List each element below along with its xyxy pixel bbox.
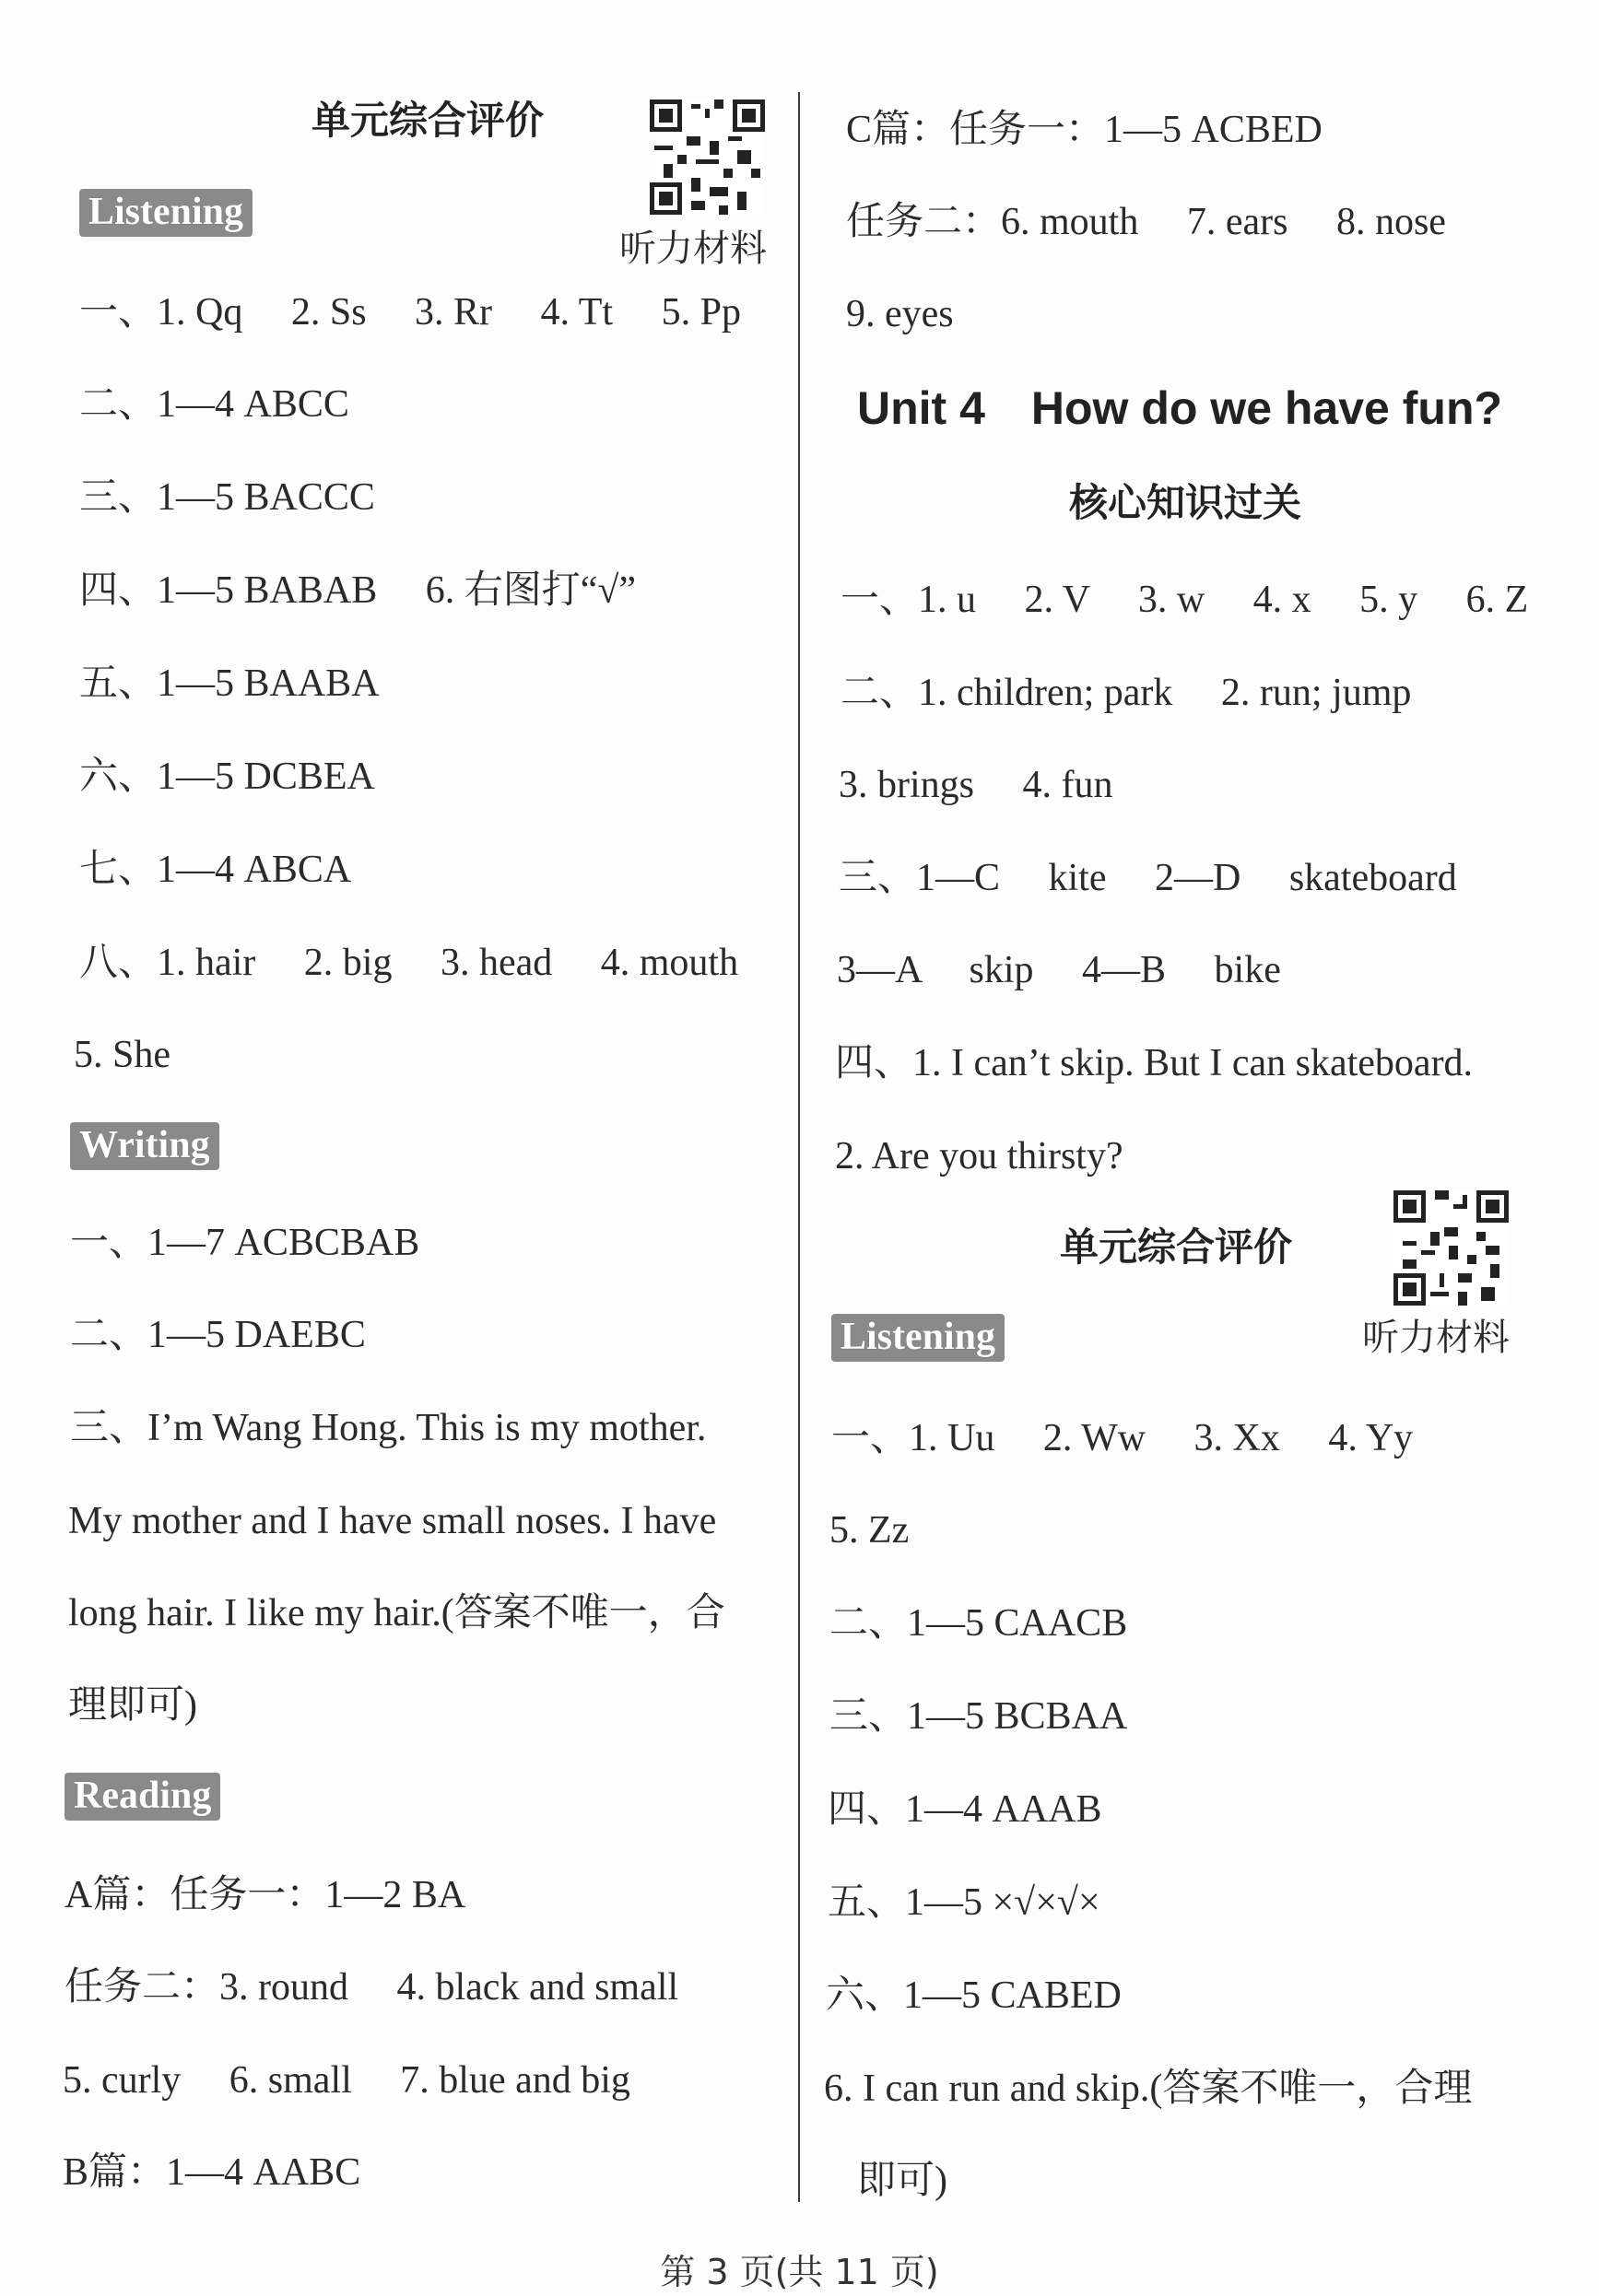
reading-line-1: A篇：任务一：1—2 BA <box>65 1874 466 1916</box>
left-section-title: 单元综合评价 <box>312 98 545 143</box>
listening-line-8: 八、1. hair 2. big 3. head 4. mouth <box>79 942 739 984</box>
right-listening-line-1: 一、1. Uu 2. Ww 3. Xx 4. Yy <box>831 1417 1414 1459</box>
listening-line-9: 5. She <box>74 1034 170 1076</box>
writing-line-5: long hair. I like my hair.(答案不唯一，合 <box>68 1592 725 1634</box>
core-line-3: 3. brings 4. fun <box>839 764 1113 806</box>
core-line-7: 2. Are you thirsty? <box>835 1135 1123 1177</box>
right-listening-line-3: 二、1—5 CAACB <box>829 1602 1128 1645</box>
listening-line-4: 四、1—5 BABAB 6. 右图打“√” <box>79 569 637 612</box>
core-line-5: 3—A skip 4—B bike <box>837 949 1281 991</box>
core-line-1: 一、1. u 2. V 3. w 4. x 5. y 6. Z <box>841 579 1529 621</box>
reading-line-2: 任务二：3. round 4. black and small <box>65 1966 679 2009</box>
core-line-2: 二、1. children; park 2. run; jump <box>841 672 1412 714</box>
right-listening-line-6: 五、1—5 ×√×√× <box>828 1881 1100 1924</box>
right-top-line-1: C篇：任务一：1—5 ACBED <box>846 109 1323 151</box>
reading-tag: Reading <box>65 1773 220 1821</box>
writing-tag: Writing <box>70 1122 219 1170</box>
audio-material-label: 听力材料 <box>619 228 767 270</box>
listening-line-2: 二、1—4 ABCC <box>79 383 349 426</box>
listening-line-1: 一、1. Qq 2. Ss 3. Rr 4. Tt 5. Pp <box>79 291 741 334</box>
unit-title: Unit 4 How do we have fun? <box>857 382 1503 434</box>
listening-tag: Listening <box>79 189 253 237</box>
right-listening-line-4: 三、1—5 BCBAA <box>829 1695 1128 1738</box>
writing-line-4: My mother and I have small noses. I have <box>68 1500 717 1542</box>
right-top-line-2: 任务二：6. mouth 7. ears 8. nose <box>846 201 1446 243</box>
core-line-6: 四、1. I can’t skip. But I can skateboard. <box>835 1042 1474 1084</box>
reading-line-4: B篇：1—4 AABC <box>63 2151 361 2194</box>
right-section-title: 单元综合评价 <box>1060 1224 1293 1270</box>
right-listening-line-9: 即可) <box>857 2160 947 2202</box>
listening-line-3: 三、1—5 BACCC <box>79 476 375 519</box>
audio-material-label: 听力材料 <box>1362 1317 1510 1359</box>
writing-line-3: 三、I’m Wang Hong. This is my mother. <box>70 1407 707 1449</box>
listening-tag: Listening <box>831 1314 1005 1362</box>
reading-line-3: 5. curly 6. small 7. blue and big <box>63 2059 630 2102</box>
qr-code-icon[interactable] <box>1393 1190 1509 1306</box>
right-listening-line-2: 5. Zz <box>829 1509 910 1552</box>
writing-line-6: 理即可) <box>68 1684 197 1727</box>
writing-line-1: 一、1—7 ACBCBAB <box>70 1222 420 1264</box>
qr-code-icon[interactable] <box>650 100 765 215</box>
listening-line-6: 六、1—5 DCBEA <box>79 756 375 798</box>
right-top-line-3: 9. eyes <box>846 293 954 335</box>
right-listening-line-7: 六、1—5 CABED <box>826 1974 1122 2017</box>
listening-line-7: 七、1—4 ABCA <box>79 849 352 891</box>
page-footer: 第 3 页(共 11 页) <box>660 2252 939 2292</box>
listening-line-5: 五、1—5 BAABA <box>79 662 380 705</box>
core-line-4: 三、1—C kite 2—D skateboard <box>839 857 1457 899</box>
column-divider <box>798 92 800 2202</box>
writing-line-2: 二、1—5 DAEBC <box>70 1314 366 1356</box>
core-knowledge-title: 核心知识过关 <box>1069 480 1302 525</box>
right-listening-line-8: 6. I can run and skip.(答案不唯一，合理 <box>824 2068 1473 2110</box>
right-listening-line-5: 四、1—4 AAAB <box>828 1788 1102 1831</box>
